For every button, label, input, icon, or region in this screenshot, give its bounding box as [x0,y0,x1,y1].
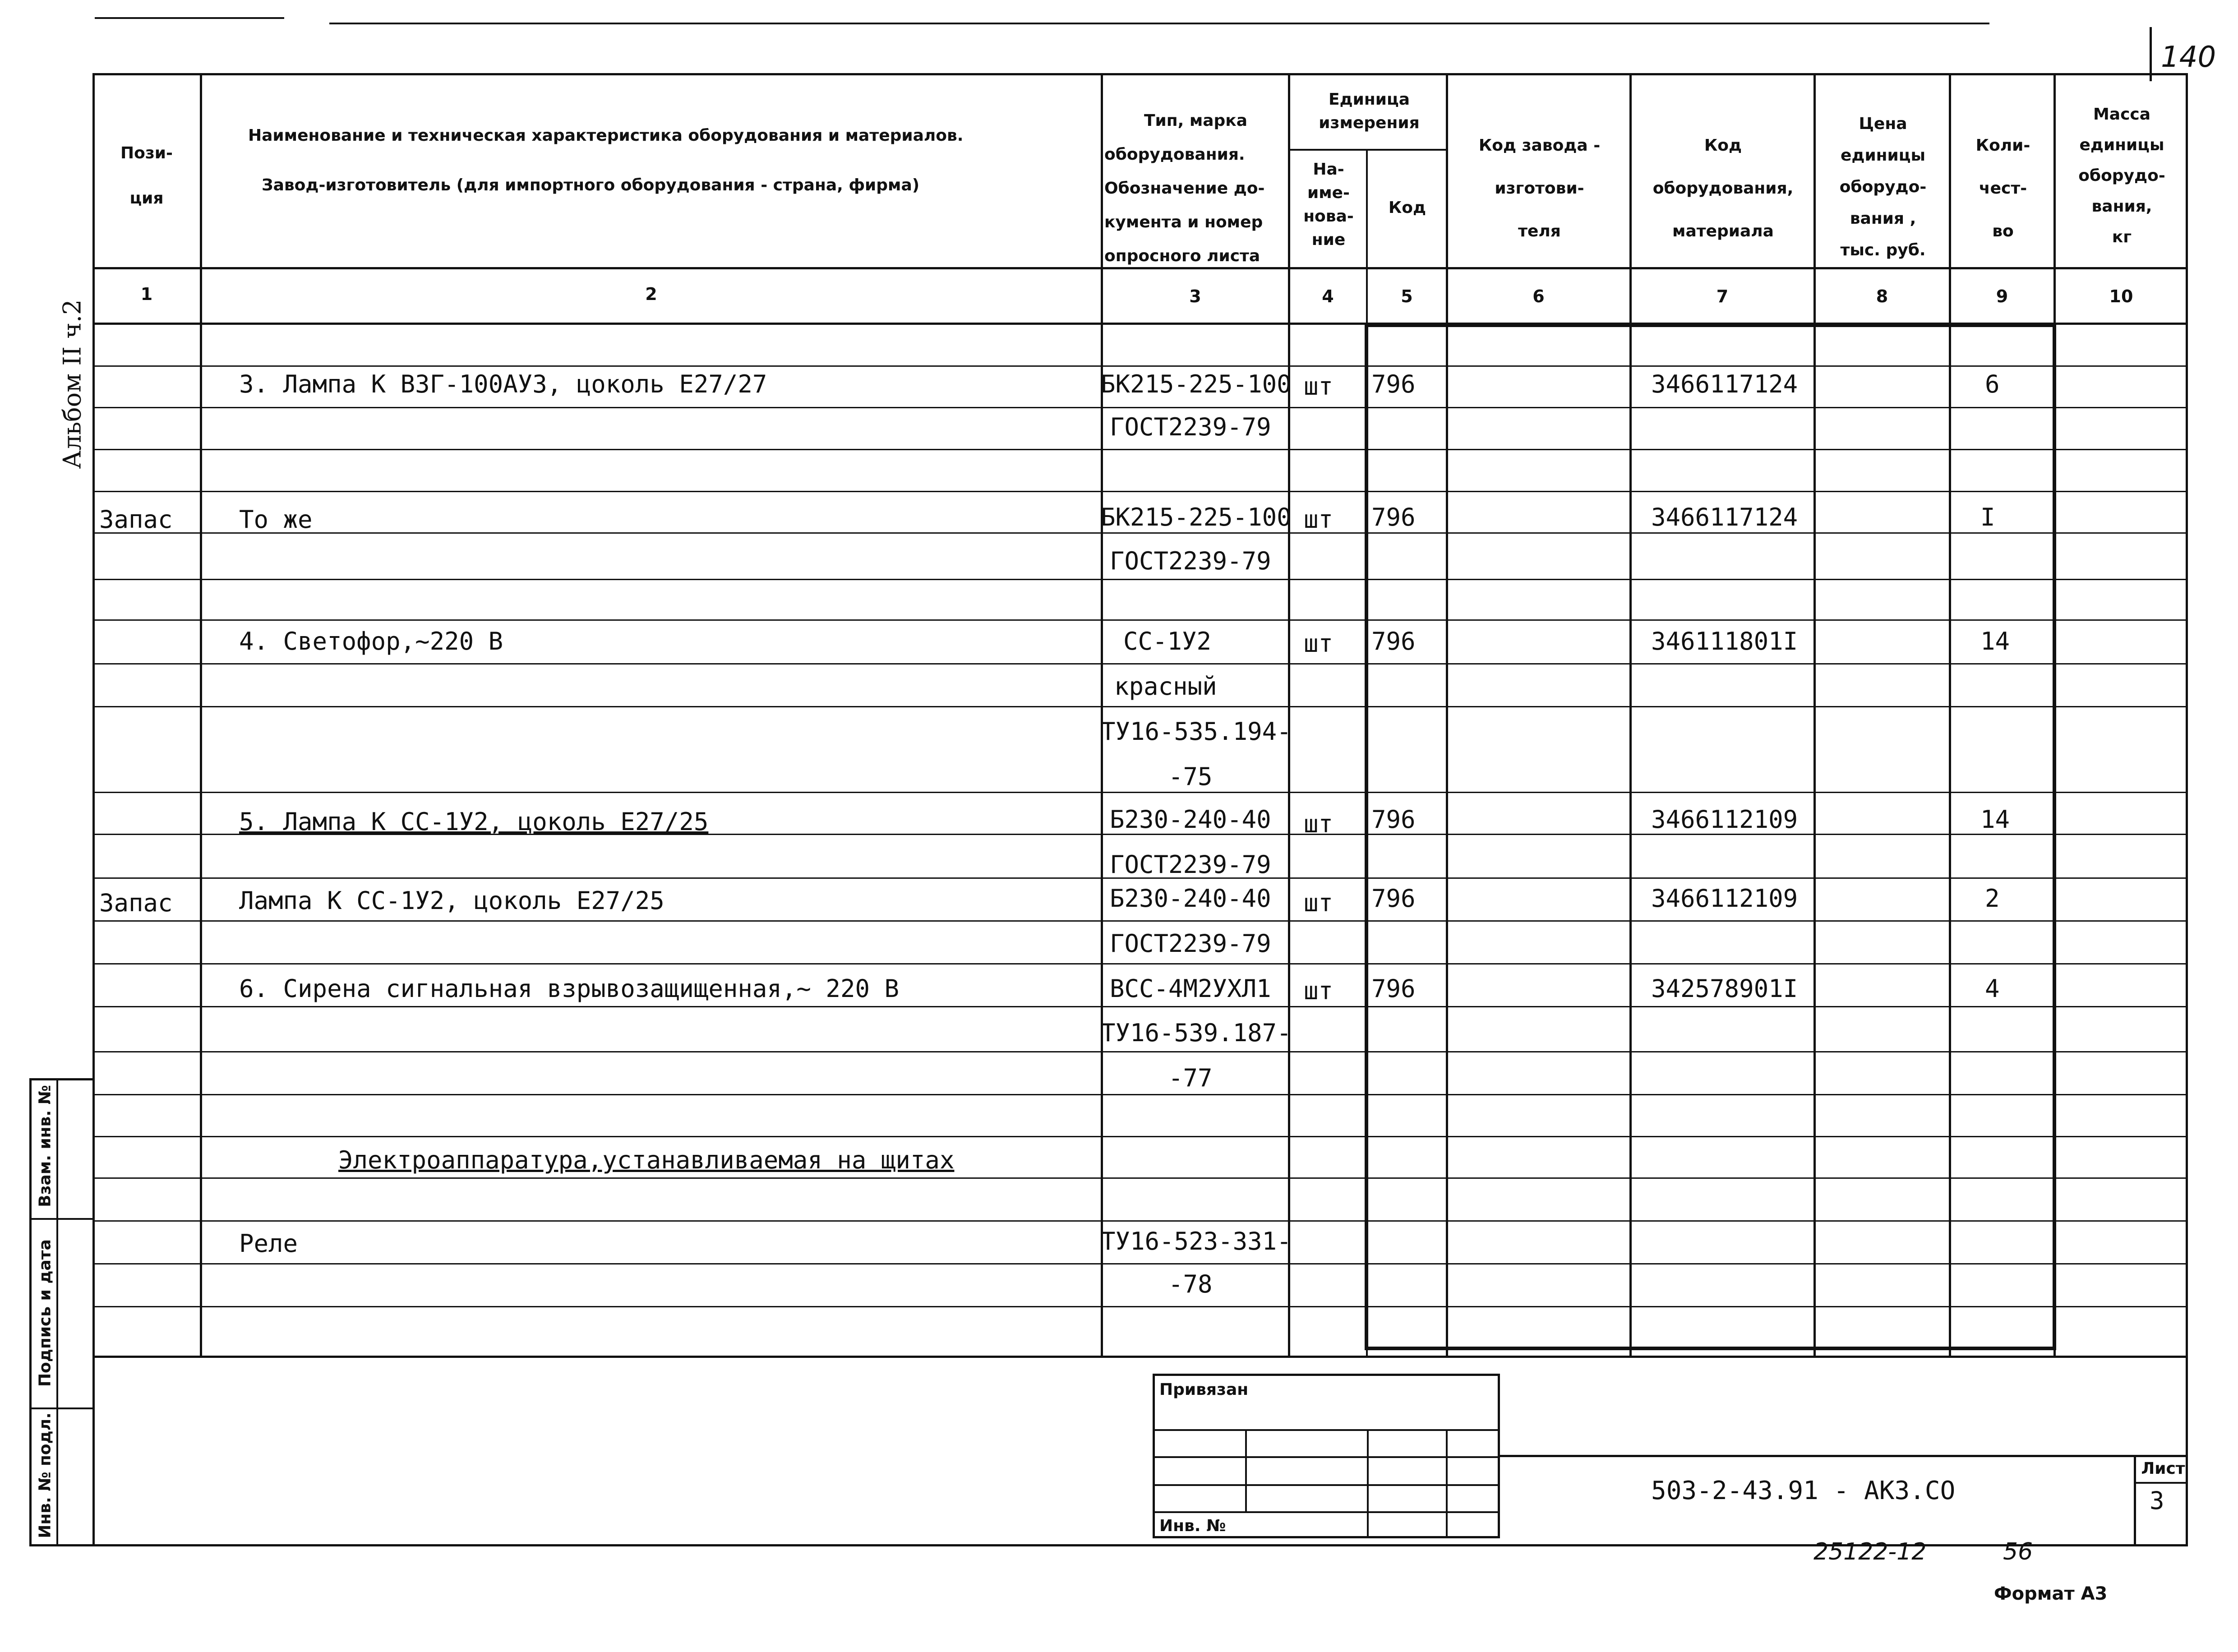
section-heading: Электроаппаратура,устанавливаемая на щитах [338,1146,955,1174]
row-type: ГОСТ2239-79 [1110,413,1271,441]
row-type: БК215-225-100 [1101,370,1292,398]
row-qty: 14 [1980,627,2010,655]
row-position: Запас [99,505,173,534]
row-qty: 4 [1985,974,2000,1003]
row-name: То же [239,505,313,534]
privyazan-label: Привязан [1159,1380,1249,1399]
row-code: 796 [1371,884,1416,913]
side-stamp-replace-inv: Взам. инв. № [36,1085,55,1207]
sheet-box-left [2134,1455,2136,1546]
row-name: 4. Светофор,~220 В [239,627,503,655]
row-code: 796 [1371,627,1416,655]
side-stamp-row1 [29,1218,95,1220]
header-unit: Единица измерения [1319,90,1420,132]
sheet-box-sep [2134,1482,2188,1484]
header-unit-code: Код [1388,198,1426,217]
side-stamp-signature-date: Подпись и дата [36,1239,55,1387]
row-name: 6. Сирена сигнальная взрывозащищенная,~ 220 В [239,974,899,1003]
row-code: 796 [1371,805,1416,834]
row-position: Запас [99,889,173,917]
header-quantity: Коли- чест- во [1975,136,2030,240]
row-type: красный [1114,672,1217,701]
title-block-top [1500,1455,2188,1457]
page-number: 140 [2161,41,2216,74]
row-unit: шт [1304,977,1334,1005]
row-type: ТУ16-535.194- [1101,717,1292,746]
side-album-label: Альбом II ч.2 [58,299,87,469]
row-name: Лампа К СС-1У2, цоколь Е27/25 [239,886,664,915]
format-label: Формат А3 [1994,1583,2108,1604]
header-equipment-code: Код оборудования, материала [1652,136,1794,240]
row-code: 796 [1371,370,1416,398]
row-type: ВСС-4М2УХЛ1 [1110,974,1271,1003]
side-stamp-sep [56,1078,58,1546]
bold-data-box [1365,323,2056,1350]
row-unit: шт [1304,889,1334,917]
row-equip-code: 3466117124 [1651,370,1798,398]
header-factory-code: Код завода - изготови- теля [1478,136,1601,240]
header-unit-name: На- име- нова- ние [1303,160,1354,249]
top-rule-left [95,17,284,19]
document-code: 503-2-43.91 - АКЗ.СО [1651,1476,1956,1505]
row-type: СС-1У2 [1123,627,1212,655]
row-name: Реле [239,1229,298,1258]
row-qty: 6 [1985,370,2000,398]
row-type: ГОСТ2239-79 [1110,929,1271,958]
row-equip-code: 342578901I [1651,974,1798,1003]
row-type: -77 [1168,1064,1213,1092]
row-type: -78 [1168,1270,1213,1298]
col-line-2 [1101,73,1103,1357]
row-qty: I [1980,503,1995,531]
row-unit: шт [1304,505,1334,534]
row-name: 3. Лампа К ВЗГ-100АУЗ, цоколь Е27/27 [239,370,767,398]
row-equip-code: 3466112109 [1651,884,1798,913]
header-name-line1: Наименование и техническая характеристика оборудования и материалов. [248,126,964,145]
header-name-line2: Завод-изготовитель (для импортного оборудования - страна, фирма) [262,176,920,194]
row-unit: шт [1304,810,1334,838]
handwritten-archive-number: 25122-12 [1813,1538,1927,1565]
row-code: 796 [1371,974,1416,1003]
row-type: ТУ16-539.187- [1101,1019,1292,1047]
row-type: ГОСТ2239-79 [1110,850,1271,879]
header-mass: Масса единицы оборудо- вания, кг [2078,105,2165,246]
row-type: -75 [1168,762,1213,791]
row-qty: 2 [1985,884,2000,913]
row-unit: шт [1304,629,1334,658]
unit-subheader-line [1288,149,1448,151]
row-type: Б230-240-40 [1110,884,1271,913]
row-code: 796 [1371,503,1416,531]
row-equip-code: 346111801I [1651,627,1798,655]
row-equip-code: 3466117124 [1651,503,1798,531]
row-qty: 14 [1980,805,2010,834]
header-position: Пози- ция [120,144,173,208]
col-line-3 [1288,73,1290,1357]
row-unit: шт [1304,372,1334,401]
row-equip-code: 3466112109 [1651,805,1798,834]
sheet-label: Лист [2141,1459,2185,1478]
handwritten-sheet-number: 56 [2003,1538,2033,1565]
sheet-number: 3 [2150,1486,2164,1515]
row-type: ГОСТ2239-79 [1110,547,1271,575]
header-type: Тип, марка оборудования. Обозначение до- кумента и номер опросного листа [1104,111,1265,265]
inv-number-label: Инв. № [1159,1517,1226,1535]
side-stamp-original-inv: Инв. № подл. [36,1412,55,1538]
row-type: Б230-240-40 [1110,805,1271,834]
col-line-1 [200,73,202,1357]
row-name: 5. Лампа К СС-1У2, цоколь Е27/25 [239,808,709,836]
header-price: Цена единицы оборудо- вания , тыс. руб. [1839,115,1927,259]
row-type: БК215-225-100 [1101,503,1292,531]
row-type: ТУ16-523-331- [1101,1227,1292,1255]
top-rule-right [329,23,1989,24]
